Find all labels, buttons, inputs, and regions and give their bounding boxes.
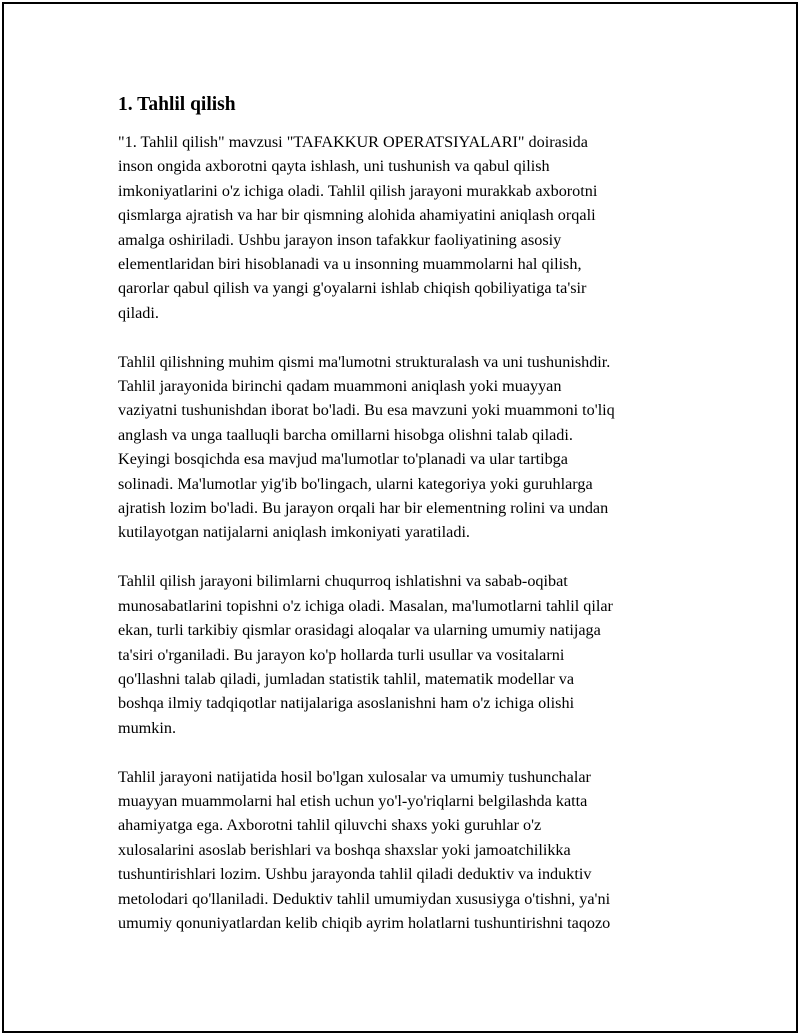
paragraph	[118, 765, 698, 936]
text-line: qo'llashni talab qiladi, jumladan statistik tahlil, matematik modellar va	[118, 669, 575, 688]
section-heading: 1. Tahlil qilish	[118, 94, 236, 115]
text-line: munosabatlarini topishni o'z ichiga oladi. Masalan, ma'lumotlarni tahlil qilar	[118, 596, 613, 615]
text-line: qiladi.	[118, 303, 159, 322]
text-line: tushuntirishlari lozim. Ushbu jarayonda tahlil qiladi deduktiv va induktiv	[118, 865, 592, 884]
text-line: Tahlil qilishning muhim qismi ma'lumotni strukturalash va uni tushunishdir.	[118, 352, 611, 371]
text-line: Tahlil jarayoni natijatida hosil bo'lgan xulosalar va umumiy tushunchalar	[118, 767, 591, 786]
text-line: xulosalarini asoslab berishlari va boshqa shaxslar yoki jamoatchilikka	[118, 840, 571, 859]
text-line: Tahlil jarayonida birinchi qadam muammoni aniqlash yoki muayyan	[118, 377, 562, 396]
text-line: amalga oshiriladi. Ushbu jarayon inson tafakkur faoliyatining asosiy	[118, 230, 562, 249]
text-line: vaziyatni tushunishdan iborat bo'ladi. Bu esa mavzuni yoki muammoni to'liq	[118, 401, 615, 420]
text-line: kutilayotgan natijalarni aniqlash imkoniyati yaratiladi.	[118, 523, 470, 542]
text-line: elementlaridan biri hisoblanadi va u insonning muammolarni hal qilish,	[118, 255, 582, 274]
text-line: solinadi. Ma'lumotlar yig'ib bo'lingach, ularni kategoriya yoki guruhlarga	[118, 474, 593, 493]
text-line: metolodari qo'llaniladi. Deduktiv tahlil umumiydan xususiyga o'tishni, ya'ni	[118, 889, 611, 908]
text-line: "1. Tahlil qilish" mavzusi "TAFAKKUR OPERATSIYALARI" doirasida	[118, 133, 588, 151]
text-line: Tahlil qilish jarayoni bilimlarni chuqurroq ishlatishni va sabab-oqibat	[118, 572, 568, 591]
text-line: ta'siri o'rganiladi. Bu jarayon ko'p hollarda turli usullar va vositalarni	[118, 645, 565, 664]
text-line: ekan, turli tarkibiy qismlar orasidagi aloqalar va ularning umumiy natijaga	[118, 621, 601, 640]
text-line: imkoniyatlarini o'z ichiga oladi. Tahlil qilish jarayoni murakkab axborotni	[118, 181, 598, 200]
text-line: boshqa ilmiy tadqiqotlar natijalariga asoslanishni ham o'z ichiga olishi	[118, 694, 575, 713]
text-line: muayyan muammolarni hal etish uchun yo'l-yo'riqlarni belgilashda katta	[118, 791, 588, 810]
text-line: ahamiyatga ega. Axborotni tahlil qiluvchi shaxs yoki guruhlar o'z	[118, 816, 542, 835]
paragraph	[118, 350, 698, 545]
paragraph-list	[118, 130, 698, 935]
document-body	[118, 92, 698, 960]
paragraph	[118, 569, 698, 740]
paragraph	[118, 130, 698, 325]
text-line: mumkin.	[118, 718, 177, 737]
text-line: qarorlar qabul qilish va yangi g'oyalarni ishlab chiqish qobiliyatiga ta'sir	[118, 279, 587, 298]
text-line: anglash va unga taalluqli barcha omillarni hisobga olishni talab qiladi.	[118, 425, 573, 444]
text-line: ajratish lozim bo'ladi. Bu jarayon orqali har bir elementning rolini va undan	[118, 499, 609, 518]
text-line: umumiy qonuniyatlardan kelib chiqib ayrim holatlarni tushuntirishni taqozo	[118, 913, 611, 932]
text-line: Keyingi bosqichda esa mavjud ma'lumotlar to'planadi va ular tartibga	[118, 450, 568, 469]
text-line: inson ongida axborotni qayta ishlash, uni tushunish va qabul qilish	[118, 157, 550, 176]
text-line: qismlarga ajratish va har bir qismning alohida ahamiyatini aniqlash orqali	[118, 206, 596, 225]
